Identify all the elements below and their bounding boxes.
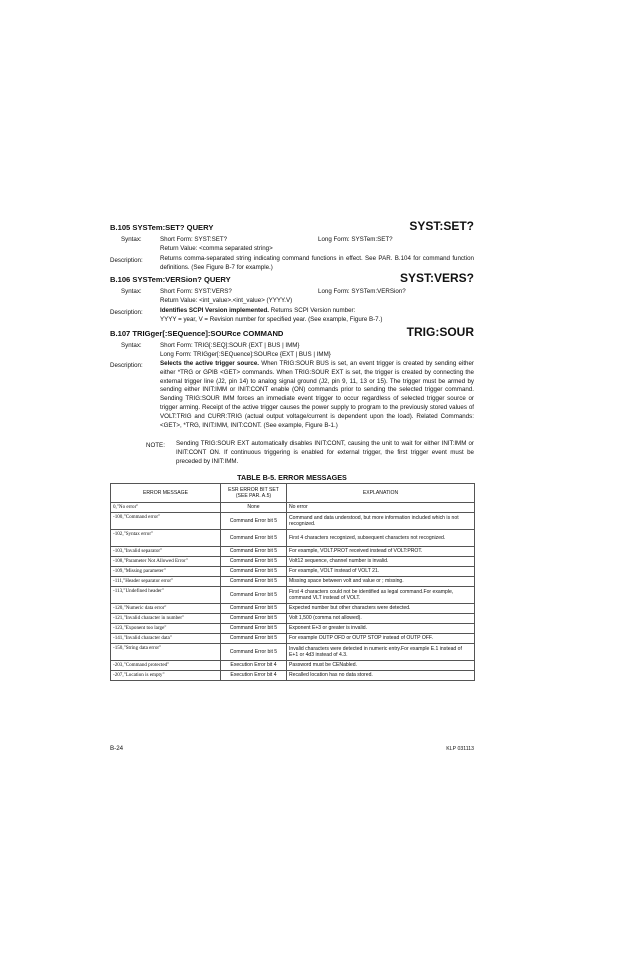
error-message-cell: -141,"Invalid character data" bbox=[111, 634, 221, 644]
table-header-row bbox=[111, 484, 475, 503]
explanation-cell: No error bbox=[287, 503, 475, 513]
table-row bbox=[111, 644, 475, 661]
description-text bbox=[160, 360, 474, 430]
description-label: Description: bbox=[110, 257, 143, 264]
description-label: Description: bbox=[110, 362, 143, 369]
esr-bit-cell: Command Error bit 5 bbox=[221, 577, 287, 587]
table-caption: TABLE B-5. ERROR MESSAGES bbox=[237, 473, 347, 482]
explanation-cell: For example, VOLT instead of VOLT 21. bbox=[287, 567, 475, 577]
column-header: ESR ERROR BIT SET (SEE PAR. A.5) bbox=[221, 484, 287, 503]
description-bold: Identifies SCPI Version implemented. bbox=[160, 307, 269, 314]
table-row bbox=[111, 604, 475, 614]
error-message-cell: -108,"Parameter Not Allowed Error" bbox=[111, 557, 221, 567]
explanation-cell: Expected number but other characters were detected. bbox=[287, 604, 475, 614]
return-value: Return Value: <int_value>.<int_value> (YYYY.V) bbox=[160, 297, 293, 304]
table-row bbox=[111, 557, 475, 567]
command-heading: TRIG:SOUR bbox=[406, 325, 474, 339]
table-row bbox=[111, 513, 475, 530]
error-message-cell: -121,"Invalid character in number" bbox=[111, 614, 221, 624]
page-number: B-24 bbox=[110, 745, 124, 752]
error-message-cell: -103,"Invalid separator" bbox=[111, 547, 221, 557]
section-b106 bbox=[110, 271, 474, 285]
esr-bit-cell: Command Error bit 5 bbox=[221, 634, 287, 644]
esr-bit-cell: Command Error bit 5 bbox=[221, 587, 287, 604]
error-message-cell: -109,"Missing parameter" bbox=[111, 567, 221, 577]
explanation-cell: Invalid characters were detected in numeric entry.For example E.1 instead of E+1 or 4d3 instead of 4.3. bbox=[287, 644, 475, 661]
command-heading: SYST:VERS? bbox=[399, 271, 474, 285]
esr-bit-cell: Execution Error bit 4 bbox=[221, 671, 287, 681]
note-label: NOTE: bbox=[146, 442, 165, 449]
column-header: EXPLANATION bbox=[287, 484, 475, 503]
long-form: Long Form: TRIGger[:SEQuence]:SOURce {EXT | BUS | IMM} bbox=[160, 351, 331, 358]
table-row bbox=[111, 503, 475, 513]
error-message-cell: -207,"Location is empty" bbox=[111, 671, 221, 681]
esr-bit-cell: Command Error bit 5 bbox=[221, 513, 287, 530]
esr-bit-cell: Command Error bit 5 bbox=[221, 557, 287, 567]
table-body bbox=[111, 503, 475, 681]
short-form: Short Form: TRIG[:SEQ]:SOUR {EXT | BUS | IMM} bbox=[160, 342, 300, 349]
error-message-cell: -120,"Numeric data error" bbox=[111, 604, 221, 614]
error-message-cell: -102,"Syntax error" bbox=[111, 530, 221, 547]
error-message-cell: 0,"No error" bbox=[111, 503, 221, 513]
error-message-cell: -150,"String data error" bbox=[111, 644, 221, 661]
esr-bit-cell: Command Error bit 5 bbox=[221, 547, 287, 557]
explanation-cell: Recalled location has no data stored. bbox=[287, 671, 475, 681]
explanation-cell: First 4 characters could not be identified as legal command.For example, command VLT instead of VOLT. bbox=[287, 587, 475, 604]
explanation-cell: Volt12 sequence, channel number is invalid. bbox=[287, 557, 475, 567]
table-row bbox=[111, 547, 475, 557]
error-message-cell: -203,"Command protected" bbox=[111, 661, 221, 671]
description-label: Description: bbox=[110, 309, 143, 316]
description-text bbox=[160, 307, 474, 316]
table-row bbox=[111, 624, 475, 634]
table-row bbox=[111, 671, 475, 681]
explanation-cell: Exponent E+3 or greater is invalid. bbox=[287, 624, 475, 634]
syntax-label: Syntax: bbox=[121, 342, 142, 349]
section-b105 bbox=[110, 219, 474, 233]
explanation-cell: Password must be CENabled. bbox=[287, 661, 475, 671]
esr-bit-cell: Command Error bit 5 bbox=[221, 644, 287, 661]
description-rest: When TRIG:SOUR BUS is set, an event trigger is created by sending either either *TRG or GPIB <GET> commands. When TRIG:SOUR EXT is set, the trigger is created by connecting the external trigger line (J2, pin 14) to analog signal ground (J2, pin 9, 11, 13 or 15). The trigger must be armed by sending either INIT:IMM or INIT:CONT enable (ON) commands prior to sending the selected trigger command. Sending TRIG:SOUR IMM forces an immediate event trigger to occur regardless of selected trigger source or trigger arming. Receipt of the active trigger causes the power supply to program to the previously stored values of VOLT:TRIG and CURR:TRIG (actual output voltage/current is dependent upon the load). Related Commands: <GET>, *TRG, INIT:IMM, INIT:CONT. (See example, Figure B-1.) bbox=[160, 360, 474, 429]
syntax-label: Syntax: bbox=[121, 236, 142, 243]
table-row bbox=[111, 614, 475, 624]
long-form: Long Form: SYSTem:SET? bbox=[318, 236, 393, 243]
section-b107 bbox=[110, 325, 474, 339]
document-id: KLP 031113 bbox=[446, 746, 474, 752]
error-message-cell: -111,"Header separator error" bbox=[111, 577, 221, 587]
esr-bit-cell: Command Error bit 5 bbox=[221, 530, 287, 547]
table-row bbox=[111, 530, 475, 547]
short-form: Short Form: SYST:SET? bbox=[160, 236, 228, 243]
explanation-cell: For example, VOLT.PROT received instead of VOLT:PROT. bbox=[287, 547, 475, 557]
table-row bbox=[111, 661, 475, 671]
table-row bbox=[111, 577, 475, 587]
note-text: Sending TRIG:SOUR EXT automatically disables INIT:CONT, causing the unit to wait for either INIT:IMM or INIT:CONT ON. If continuous triggering is enabled for external trigger, the first trigger event must be preceded by INIT:IMM. bbox=[176, 440, 474, 465]
description-line2: YYYY = year, V = Revision number for specified year. (See example, Figure B-7.) bbox=[160, 316, 383, 323]
command-heading: SYST:SET? bbox=[409, 219, 474, 233]
error-message-cell: -113,"Undefined header" bbox=[111, 587, 221, 604]
explanation-cell: Command and data understood, but more information included which is not recognized. bbox=[287, 513, 475, 530]
section-title: B.106 SYSTem:VERSion? QUERY bbox=[110, 275, 231, 284]
esr-bit-cell: Command Error bit 5 bbox=[221, 614, 287, 624]
explanation-cell: First 4 characters recognized, subsequent characters not recognized. bbox=[287, 530, 475, 547]
error-messages-table bbox=[110, 483, 475, 681]
esr-bit-cell: Command Error bit 5 bbox=[221, 567, 287, 577]
long-form: Long Form: SYSTem:VERSion? bbox=[318, 288, 406, 295]
esr-bit-cell: None bbox=[221, 503, 287, 513]
table-row bbox=[111, 567, 475, 577]
error-message-cell: -100,"Command error" bbox=[111, 513, 221, 530]
explanation-cell: For example OUTP OFD or OUTP STOP instead of OUTP OFF. bbox=[287, 634, 475, 644]
section-title: B.105 SYSTem:SET? QUERY bbox=[110, 223, 214, 232]
error-message-cell: -123,"Exponent too large" bbox=[111, 624, 221, 634]
description-bold: Selects the active trigger source. bbox=[160, 360, 260, 367]
return-value: Return Value: <comma separated string> bbox=[160, 245, 273, 252]
esr-bit-cell: Command Error bit 5 bbox=[221, 624, 287, 634]
table-row bbox=[111, 587, 475, 604]
section-title: B.107 TRIGger[:SEQuence]:SOURce COMMAND bbox=[110, 329, 284, 338]
syntax-label: Syntax: bbox=[121, 288, 142, 295]
description-rest: Returns SCPI Version number: bbox=[269, 307, 356, 314]
esr-bit-cell: Command Error bit 5 bbox=[221, 604, 287, 614]
column-header: ERROR MESSAGE bbox=[111, 484, 221, 503]
description-text: Returns comma-separated string indicating command functions in effect. See PAR. B.104 for command function definitions. (See Figure B-7 for example.) bbox=[160, 255, 474, 271]
explanation-cell: Missing space between volt and value or ; missing. bbox=[287, 577, 475, 587]
explanation-cell: Volt 1,500 (comma not allowed). bbox=[287, 614, 475, 624]
table-row bbox=[111, 634, 475, 644]
esr-bit-cell: Execution Error bit 4 bbox=[221, 661, 287, 671]
short-form: Short Form: SYST:VERS? bbox=[160, 288, 232, 295]
